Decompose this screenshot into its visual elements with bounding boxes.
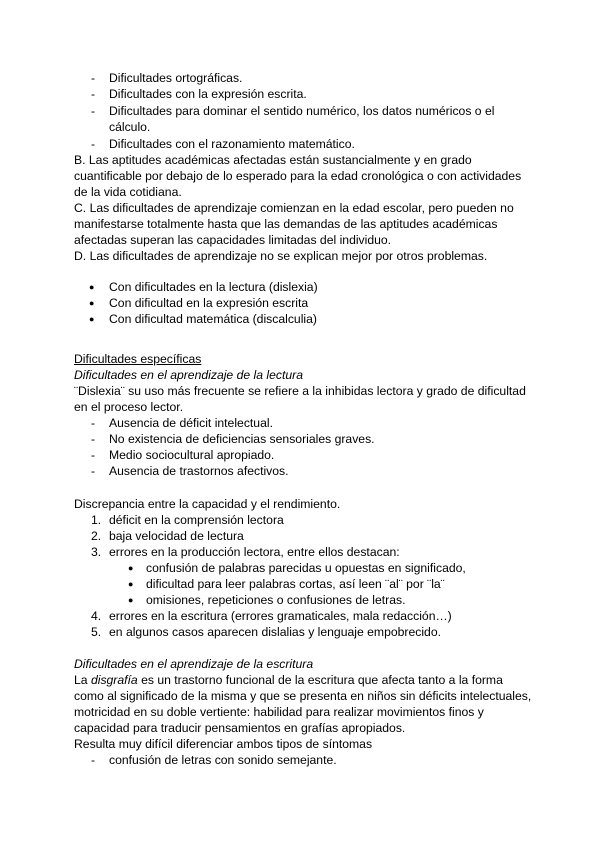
heading-specific: Dificultades específicas <box>74 352 202 366</box>
difficult-line: Resulta muy difícil diferenciar ambos tipos de síntomas <box>74 737 373 751</box>
bullet-icon: ● <box>89 282 95 292</box>
discrepancy-line: Discrepancia entre la capacidad y el rendimiento. <box>74 497 341 511</box>
bullet-icon: ● <box>128 563 134 573</box>
dash-marker: - <box>91 87 96 101</box>
numbered-item: déficit en la comprensión lectora <box>109 513 284 527</box>
list-number: 2. <box>91 529 102 543</box>
heading-writing: Dificultades en el aprendizaje de la escritura <box>74 657 314 671</box>
paragraph-d: D. Las dificultades de aprendizaje no se explican mejor por otros problemas. <box>74 249 488 263</box>
dyslexia-line: ¨Dislexia¨ su uso más frecuente se refiere a la inhibidas lectora y grado de dificultad <box>74 384 526 398</box>
list-item: Ausencia de déficit intelectual. <box>109 416 273 430</box>
heading-reading: Dificultades en el aprendizaje de la lectura <box>74 368 303 382</box>
dysgraphia-line <box>74 672 503 688</box>
bullet-item: Con dificultades en la lectura (dislexia) <box>109 280 318 294</box>
dash-marker: - <box>91 104 96 118</box>
dysgraphia-line: como al significado de la misma y que se presenta en niños sin déficits intelectuales, <box>74 689 532 703</box>
numbered-item: en algunos casos aparecen dislalias y lenguaje empobrecido. <box>109 625 441 639</box>
sub-bullet-item: dificultad para leer palabras cortas, así leen ¨al¨ por ¨la¨ <box>146 577 445 591</box>
sub-bullet-item: confusión de palabras parecidas u opuestas en significado, <box>146 561 466 575</box>
sub-bullet-item: omisiones, repeticiones o confusiones de letras. <box>146 593 406 607</box>
list-item: Ausencia de trastornos afectivos. <box>109 464 289 478</box>
dysgraphia-term: disgrafía <box>90 673 138 687</box>
bullet-item: Con dificultad en la expresión escrita <box>109 296 309 310</box>
dash-marker: - <box>91 71 96 85</box>
list-number: 3. <box>91 545 102 559</box>
paragraph-c-line: afectadas superan las capacidades limitadas del individuo. <box>74 233 392 247</box>
list-number: 1. <box>91 513 102 527</box>
bullet-icon: ● <box>89 298 95 308</box>
bullet-item: Con dificultad matemática (discalculia) <box>109 312 317 326</box>
paragraph-b-line: de la vida cotidiana. <box>74 185 182 199</box>
dash-marker: - <box>91 137 96 151</box>
list-item: Dificultades con la expresión escrita. <box>109 87 307 101</box>
bullet-icon: ● <box>128 579 134 589</box>
paragraph-c-line: C. Las dificultades de aprendizaje comienzan en la edad escolar, pero pueden no <box>74 201 514 215</box>
dysgraphia-line: motricidad en su doble vertiente: habilidad para realizar movimientos finos y <box>74 705 484 719</box>
dysgraphia-pre: La <box>74 673 91 687</box>
list-item: No existencia de deficiencias sensoriales graves. <box>109 432 375 446</box>
list-item: Dificultades con el razonamiento matemático. <box>109 137 355 151</box>
bullet-icon: ● <box>128 595 134 605</box>
dash-marker: - <box>91 464 96 478</box>
list-number: 4. <box>91 609 102 623</box>
dash-marker: - <box>91 432 96 446</box>
list-item-continuation: cálculo. <box>109 120 151 134</box>
paragraph-c-line: manifestarse totalmente hasta que las demandas de las aptitudes académicas <box>74 217 498 231</box>
dash-marker: - <box>91 448 96 462</box>
list-item: confusión de letras con sonido semejante. <box>109 753 337 767</box>
numbered-item: errores en la escritura (errores gramaticales, mala redacción…) <box>109 609 452 623</box>
dysgraphia-post: es un trastorno funcional de la escritura que afecta tanto a la forma <box>137 673 503 687</box>
numbered-item: baja velocidad de lectura <box>109 529 244 543</box>
paragraph-b-line: B. Las aptitudes académicas afectadas están sustancialmente y en grado <box>74 153 472 167</box>
list-item: Dificultades ortográficas. <box>109 71 243 85</box>
dash-marker: - <box>91 753 96 767</box>
list-item: Medio sociocultural apropiado. <box>109 448 275 462</box>
dysgraphia-line: capacidad para traducir pensamientos en grafías apropiados. <box>74 721 406 735</box>
bullet-icon: ● <box>89 314 95 324</box>
list-item: Dificultades para dominar el sentido numérico, los datos numéricos o el <box>109 104 495 118</box>
numbered-item: errores en la producción lectora, entre ellos destacan: <box>109 545 400 559</box>
dyslexia-line: en el proceso lector. <box>74 400 184 414</box>
paragraph-b-line: cuantificable por debajo de lo esperado para la edad cronológica o con actividades <box>74 169 522 183</box>
list-number: 5. <box>91 625 102 639</box>
dash-marker: - <box>91 416 96 430</box>
